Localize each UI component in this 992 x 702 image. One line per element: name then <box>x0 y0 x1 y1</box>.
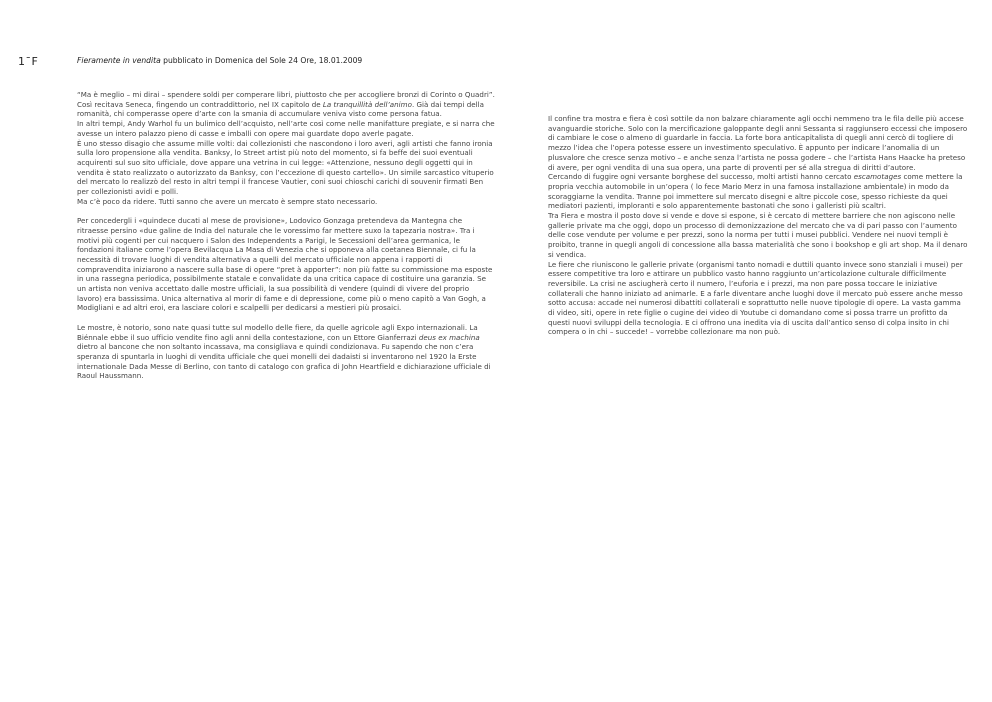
left-column <box>77 90 495 381</box>
paragraph: Per concedergli i «quindece ducati al mese de provisione», Lodovico Gonzaga pretendeva da Mantegna che ritraesse persino «due galine de India del naturale che le voressimo far mettere suxo la tapezaria nostra». Tra i motivi più cogenti per cui nacquero i Salon des Independents a Parigi, le Secessioni dell’area germanica, le fondazioni italiane come l’opera Bevilacqua La Masa di Venezia che si opponeva alla coetanea Biennale, ci fu la necessità di trovare luoghi di vendita alternativa a quelli del mercato ufficiale non appena i rapporti di compravendita iniziarono a nascere sulla base di opere “pret à apporter”: non più fatte su commissione ma esposte in una rassegna periodica, possibilmente statale e convalidate da una critica capace di costituire una garanzia. Se un artista non veniva accettato dalle mostre ufficiali, la sua possibilità di vendere (quindi di vivere del proprio lavoro) era bassissima. Unica alternativa al morir di fame e di depressione, come più o meno capitò a Van Gogh, a Modigliani e ad altri eroi, era lasciare colori e scalpelli per dedicarsi a mestieri più prosaici. <box>77 216 493 313</box>
article-title: Fieramente in vendita <box>77 56 161 65</box>
page-number: 1¯F <box>18 55 39 68</box>
article-source: pubblicato in Domenica del Sole 24 Ore, 18.01.2009 <box>160 56 363 65</box>
paragraph <box>77 323 495 381</box>
paragraph: In altri tempi, Andy Warhol fu un bulimico dell’acquisto, nell’arte così come nelle manifatture pregiate, e si narra che avesse un intero palazzo pieno di casse e imballi con opere mai guardate dopo averle pagate. <box>77 119 495 138</box>
article-header <box>77 56 497 65</box>
paragraph: È uno stesso disagio che assume mille volti: dai collezionisti che nascondono i loro averi, agli artisti che fanno ironia sulla loro propensione alla vendita. Banksy, lo Street artist più noto del momento, si fa beffe dei suoi eventuali acquirenti sul suo sito ufficiale, dove appare una vetrina in cui legge: «Attenzione, nessuno degli oggetti qui in vendita è stato realizzato o autorizzato da Banksy, con l’eccezione di questo cartello». Un simile sarcastico vituperio del mercato lo realizzò del resto in altri tempi il francese Vautier, coni suoi chioschi carichi di souvenir firmati Ben per collezionisti avidi e polli. <box>77 138 494 197</box>
text-run: . Già dai tempi della romanità, chi comperasse opere d’arte con la smania di accumulare veniva visto come persona fatua. <box>77 99 484 119</box>
right-column <box>548 114 968 337</box>
italic-phrase: deus ex machina <box>418 332 480 342</box>
text-run: dietro al bancone che non soltanto incassava, ma consigliava e quindi condizionava. Fu sapendo che non c’era speranza di spuntarla in luoghi di vendita ufficiale che quei monelli dei dadaisti si inventarono nel 1920 la Erste internationale Dada Messe di Berlino, con tanto di catalogo con grafica di John Heartfield e dichiarazione ufficiale di Raoul Haussmann. <box>77 342 491 381</box>
text-run: Le mostre, è notorio, sono nate quasi tutte sul modello delle fiere, da quelle agricole agli Expo internazionali. La Biénnale ebbe il suo ufficio vendite fino agli anni della contestazione, con un Ettore Gianferrazi <box>77 322 478 342</box>
text-run: “Ma è meglio – mi dirai – spendere soldi per comperare libri, piuttosto che per accogliere bronzi di Corinto o Quadri”. Così recitava Seneca, fingendo un contraddittorio, nel IX capitolo de <box>77 90 495 109</box>
italic-word: escamotages <box>853 172 902 182</box>
paragraph: Il confine tra mostra e fiera è così sottile da non balzare chiaramente agli occhi nemmeno tra le fila delle più accese avanguardie storiche. Solo con la mercificazione galoppante degli anni Sessanta si raggiunsero eccessi che imposero di cambiare le cose o almeno di guardarle in faccia. La forte bora anticapitalista di quegli anni cercò di togliere di mezzo l’idea che l’opera potesse essere un investimento speculativo. È appunto per indicare l’anomalia di un plusvalore che cresce senza motivo – e anche senza l’artista ne possa godere – che l’artista Hans Haacke ha preteso di avere, per ogni vendita di una sua opera, una parte di proventi per sé alla stregua di diritti d’autore. <box>548 114 968 172</box>
paragraph <box>548 172 968 211</box>
text-run: come mettere la propria vecchia automobile in un’opera ( lo fece Mario Merz in una famosa installazione ambientale) in modo da scoraggiarne la vendita. Tranne poi immettere sul mercato disegni e altre piccole cose, spesso richieste da quei mediatori pazienti, imploranti e solo apparentemente bastonati che sono i galleristi più scaltri. <box>548 172 963 211</box>
text-run: Cercando di fuggire ogni versante borghese del successo, molti artisti hanno cercato <box>548 172 854 182</box>
book-title: La tranquillità dell’animo <box>322 99 412 109</box>
paragraph: Tra Fiera e mostra il posto dove si vende e dove si espone, si è cercato di mettere barriere che non agiscono nelle gallerie private ma che oggi, dopo un processo di demonizzazione del mercato che va di pari passo con l’aumento delle cose vendute per volume e per prezzi, sono la norma per tutti i musei pubblici. Vendere nei nuovi templi è proibito, tranne in quegli angoli di concessione alla bassa materialità che sono i bookshop e gli art shop. Ma il denaro si vendica. <box>548 211 968 259</box>
paragraph: Ma c’è poco da ridere. Tutti sanno che avere un mercato è sempre stato necessario. <box>77 196 378 206</box>
paragraph <box>77 90 495 119</box>
paragraph: Le fiere che riuniscono le gallerie private (organismi tanto nomadi e duttili quanto invece sono stanziali i musei) per essere competitive tra loro e attirare un pubblico vasto hanno raggiunto un’articolazione culturale difficilmente reversibile. La crisi ne asciugherà certo il numero, l’euforia e i prezzi, ma non pare possa toccare le iniziative collaterali che hanno iniziato ad animarle. E a farle diventare anche luoghi dove il mercato può essere anche messo sotto accusa: accade nei numerosi dibattiti collaterali e soprattutto nelle nuove tipologie di opere. La vasta gamma di video, siti, opere in rete figlie o cugine dei video di Youtube ci domandano come si possa trarre un profitto da questi nuovi sviluppi della tecnologia. E ci offrono una inedita via di uscita dall’antico senso di colpa insito in chi compera o in chi – succede! – vorrebbe collezionare ma non può. <box>548 259 963 337</box>
